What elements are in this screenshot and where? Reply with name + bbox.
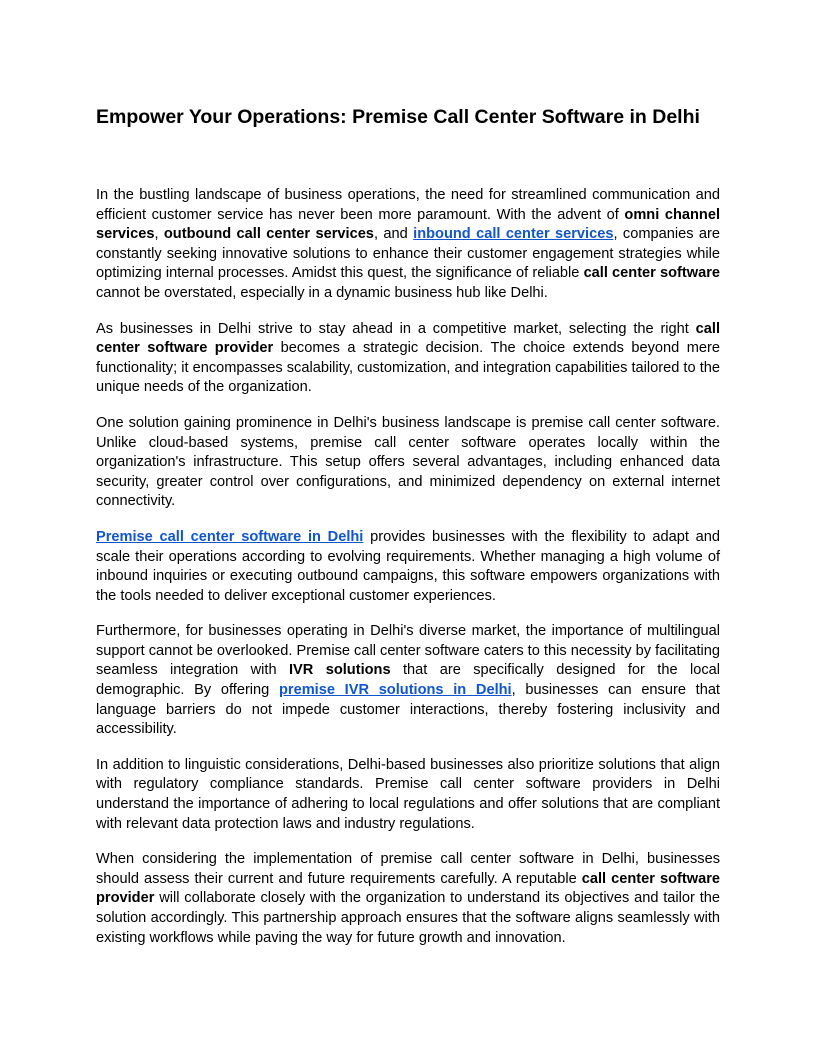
text-run: that are specifically designed for the local demographic. By offering bbox=[96, 662, 720, 699]
paragraph bbox=[96, 850, 720, 948]
bold-text: call center software provider bbox=[96, 320, 720, 357]
paragraph bbox=[96, 622, 720, 740]
text-run: In addition to linguistic considerations, Delhi-based businesses also prioritize solutions that align with regulatory compliance standards. Premise call center software providers in Delhi understand the importance of adhering to local regulations and offer solutions that are compliant with relevant data protection laws and industry regulations. bbox=[96, 756, 720, 832]
text-link[interactable]: premise IVR solutions in Delhi bbox=[278, 682, 512, 699]
bold-text: IVR solutions bbox=[288, 662, 391, 679]
document-title: Empower Your Operations: Premise Call Center Software in Delhi bbox=[96, 106, 700, 128]
paragraph bbox=[96, 528, 720, 606]
bold-text: outbound call center services bbox=[163, 226, 374, 243]
text-run: , bbox=[154, 226, 164, 243]
text-run: In the bustling landscape of business operations, the need for streamlined communication and efficient customer service has never been more paramount. With the advent of bbox=[96, 187, 720, 223]
text-link[interactable]: inbound call center services bbox=[413, 226, 614, 243]
text-run: provides businesses with the flexibility to adapt and scale their operations according to evolving requirements. Whether managing a high volume of inbound inquiries or executing outbound campaigns, this software empowers organizations with the tools needed to deliver exceptional customer experiences. bbox=[96, 528, 720, 604]
text-run: will collaborate closely with the organization to understand its objectives and tailor the solution accordingly. This partnership approach ensures that the software aligns seamlessly with existing workflows while paving the way for future growth and innovation. bbox=[96, 890, 720, 946]
bold-text: call center software bbox=[583, 265, 720, 282]
text-run: , and bbox=[373, 226, 414, 243]
text-run: , businesses can ensure that language barriers do not impede customer interactions, thereby fostering inclusivity and accessibility. bbox=[96, 682, 720, 738]
text-run: One solution gaining prominence in Delhi's business landscape is premise call center software. Unlike cloud-based systems, premise call center software operates locally within the organization's infrastructure. This setup offers several advantages, including enhanced data security, greater control over configurations, and minimized dependency on external internet connectivity. bbox=[96, 414, 720, 510]
text-run: When considering the implementation of premise call center software in Delhi, businesses should assess their current and future requirements carefully. A reputable bbox=[96, 851, 720, 887]
text-link[interactable]: Premise call center software in Delhi bbox=[96, 528, 364, 545]
bold-text: omni channel services bbox=[96, 206, 721, 243]
paragraph bbox=[96, 756, 720, 834]
bold-text: call center software provider bbox=[96, 870, 720, 907]
text-run: cannot be overstated, especially in a dynamic business hub like Delhi. bbox=[96, 284, 548, 301]
paragraph bbox=[96, 414, 720, 512]
document-body bbox=[96, 186, 720, 948]
text-run: becomes a strategic decision. The choice extends beyond mere functionality; it encompasses scalability, customization, and integration capabilities tailored to the unique needs of the organization. bbox=[96, 340, 720, 396]
text-run: Furthermore, for businesses operating in Delhi's diverse market, the importance of multilingual support cannot be overlooked. Premise call center software caters to this necessity by facilitating seamless integration with bbox=[96, 623, 720, 679]
paragraph bbox=[96, 320, 720, 398]
text-run: , companies are constantly seeking innovative solutions to enhance their customer engagement strategies while optimizing internal processes. Amidst this quest, the significance of reliable bbox=[96, 226, 720, 282]
text-run: As businesses in Delhi strive to stay ahead in a competitive market, selecting the right bbox=[96, 320, 696, 337]
paragraph bbox=[96, 186, 720, 304]
